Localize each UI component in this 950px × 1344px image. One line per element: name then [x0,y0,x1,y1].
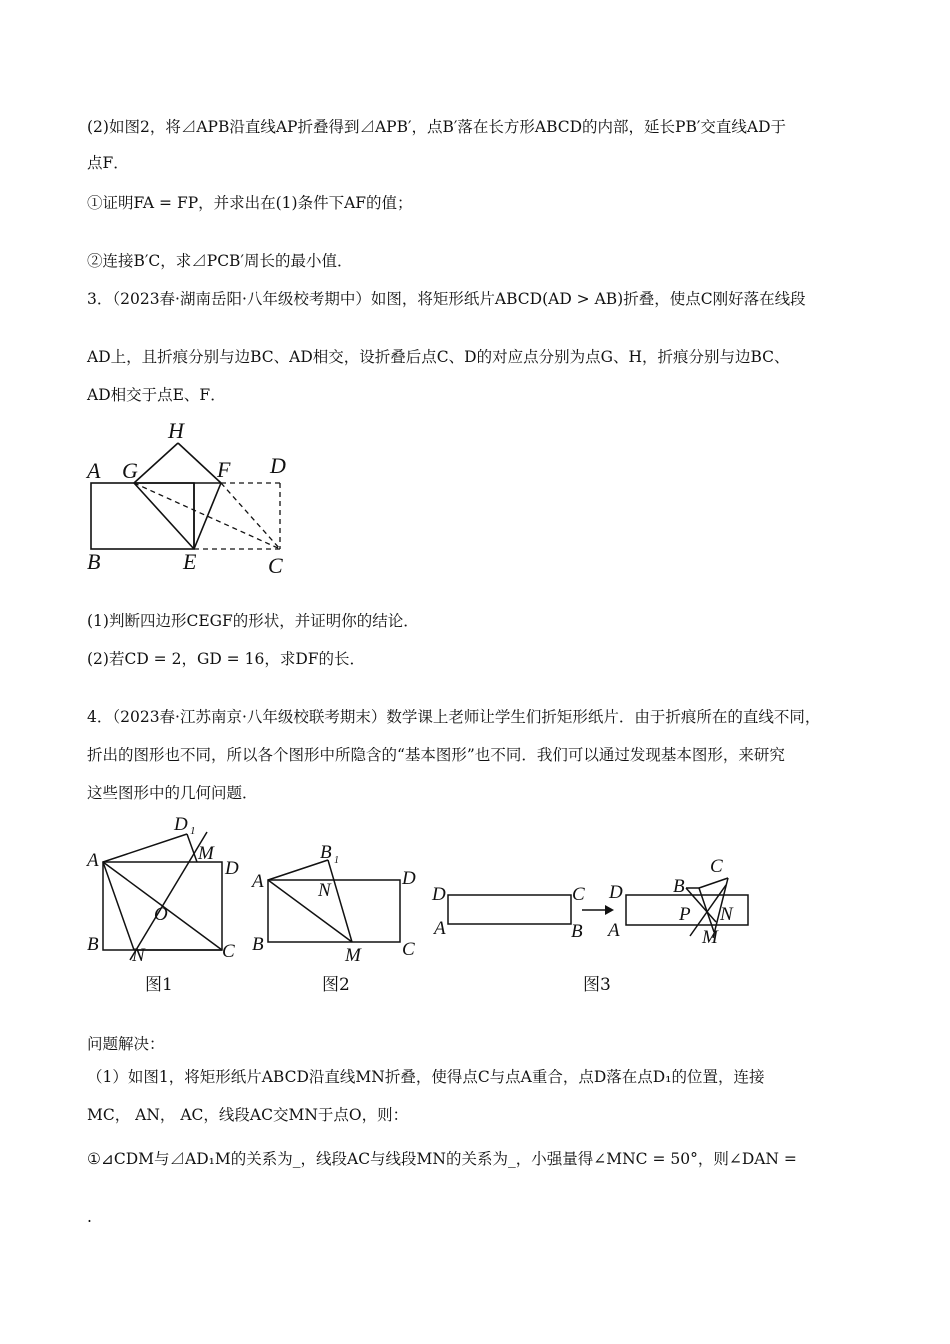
f1-label-a: A [87,850,99,871]
f2-label-b: B [252,934,264,955]
f3-label-a: A [434,918,446,939]
f1-label-c: C [222,941,235,962]
part2-intro: (2)如图2，将⊿APB沿直线AP折叠得到⊿APB′，点B′落在长方形ABCD的内部，延长PB′交直线AD于 [87,118,787,136]
f2-label-c: C [402,939,415,960]
f1-label-d1: D [174,814,188,835]
question4-stem-2: 折出的图形也不同，所以各个图形中所隐含的“基本图形”也不同．我们可以通过发现基本图形，来研究 [87,746,785,764]
f3-label-p: P [679,904,691,925]
label-h: H [168,418,184,443]
solve-item1: ①⊿CDM与⊿AD₁M的关系为_，线段AC与线段MN的关系为_，小强量得∠MNC = 50°，则∠DAN = [87,1150,797,1168]
line-gh [134,443,178,483]
f3-label-d2: D [609,882,623,903]
question3-stem: 3．（2023春·湖南岳阳·八年级校考期中）如图，将矩形纸片ABCD(AD > AB)折叠，使点C刚好落在线段 [87,290,806,308]
arrow-icon [605,905,614,915]
f1-label-m: M [198,843,214,864]
f1-label-d1-sub: 1 [190,825,196,837]
question4-stem-3: 这些图形中的几何问题． [87,784,258,802]
f1-label-d: D [225,858,239,879]
f1-label-b: B [87,934,99,955]
part2-item2: ②连接B′C，求⊿PCB′周长的最小值． [87,252,353,270]
f2-label-d: D [402,868,416,889]
question3-stem-3: AD相交于点E、F． [87,386,226,404]
figure2-caption: 图2 [322,975,350,995]
label-f: F [217,457,231,482]
f3-label-d: D [432,884,446,905]
figure1-caption: 图1 [145,975,173,995]
f3-label-c: C [572,884,585,905]
label-c: C [268,553,283,578]
line-fc [221,483,280,549]
question4-stem: 4．（2023春·江苏南京·八年级校联考期末）数学课上老师让学生们折矩形纸片．由于折痕所在的直线不同， [87,708,821,726]
solve-part1-cont: MC， AN， AC，线段AC交MN于点O，则： [87,1106,409,1124]
f1-label-n: N [132,945,145,962]
f3-label-c2: C [710,856,723,877]
question3-part2: (2)若CD = 2，GD = 16，求DF的长． [87,650,366,668]
f3-label-n: N [720,904,733,925]
question4-figure3 [428,850,768,950]
part2-item1: ①证明FA = FP，并求出在(1)条件下AF的值； [87,194,413,212]
f2-label-n: N [318,880,331,901]
label-g: G [122,458,138,483]
f1-label-o: O [154,904,168,925]
f3-label-b: B [571,921,583,942]
part2-intro-cont: 点F． [87,154,129,172]
f3-label-a2: A [608,920,620,941]
f3-label-b2: B [673,876,685,897]
question4-figure2 [250,838,430,963]
solve-item1-end: . [87,1208,92,1226]
label-b: B [87,549,101,574]
question4-figure1 [82,812,252,962]
label-e: E [183,549,197,574]
line-ge [134,483,194,549]
f3-label-m: M [702,927,718,948]
question3-stem-2: AD上，且折痕分别与边BC、AD相交，设折叠后点C、D的对应点分别为点G、H，折痕分别与边BC、 [87,348,790,366]
question3-part1: (1)判断四边形CEGF的形状，并证明你的结论． [87,612,419,630]
line-ef [194,483,221,549]
f2-label-b1: B [320,842,332,863]
f2-label-m: M [345,945,361,963]
problem-solving-heading: 问题解决： [87,1035,165,1053]
f2-label-a: A [252,871,264,892]
label-d: D [270,453,286,478]
line-hf [178,443,221,483]
solve-part1: （1）如图1，将矩形纸片ABCD沿直线MN折叠，使得点C与点A重合，点D落在点D₁的位置，连接 [87,1068,765,1086]
question3-figure [80,415,310,580]
f2-label-b1-sub: 1 [334,855,339,866]
label-a: A [87,458,101,483]
figure3-caption: 图3 [583,975,611,995]
